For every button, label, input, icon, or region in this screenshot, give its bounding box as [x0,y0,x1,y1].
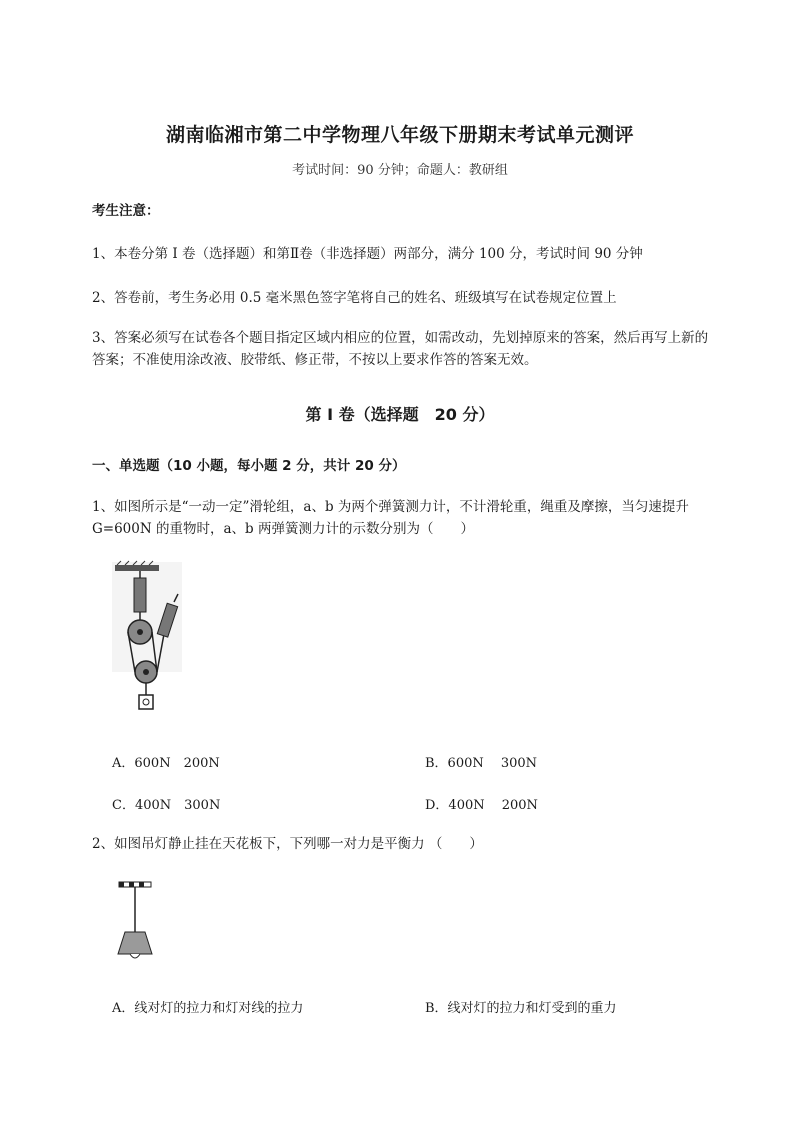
question-1-option-a[interactable]: A．600N 200N [112,756,220,771]
pulley-system-icon [112,562,192,722]
exam-subtitle: 考试时间：90 分钟；命题人：教研组 [292,163,508,178]
question-1-option-c[interactable]: C．400N 300N [112,798,221,813]
question-1-stem: 1、如图所示是“一动一定”滑轮组，a、b 为两个弹簧测力计，不计滑轮重，绳重及摩擦，当匀速提升 G=600N 的重物时，a、b 两弹簧测力计的示数分别为（ ） [92,499,689,537]
question-1-option-d[interactable]: D．400N 200N [425,798,538,813]
page-title: 湖南临湘市第二中学物理八年级下册期末考试单元测评 [165,124,634,146]
section-title: 第 I 卷（选择题 20 分） [305,405,495,424]
hanging-lamp-icon [115,882,160,962]
question-1-option-b[interactable]: B．600N 300N [425,756,538,771]
notice-item-2: 2、答卷前，考生务必用 0.5 毫米黑色签字笔将自己的姓名、班级填写在试卷规定位置上 [92,290,617,306]
part-heading: 一、单选题（10 小题，每小题 2 分，共计 20 分） [92,458,406,474]
question-2-stem: 2、如图吊灯静止挂在天花板下，下列哪一对力是平衡力 （ ） [92,836,483,852]
question-2-option-b[interactable]: B．线对灯的拉力和灯受到的重力 [425,1001,617,1016]
notice-item-3: 3、答案必须写在试卷各个题目指定区域内相应的位置，如需改动，先划掉原来的答案，然后再写上新的答案；不准使用涂改液、胶带纸、修正带，不按以上要求作答的答案无效。 [92,330,709,368]
question-2-option-a[interactable]: A．线对灯的拉力和灯对线的拉力 [112,1001,304,1016]
notice-heading: 考生注意： [92,203,160,219]
notice-item-1: 1、本卷分第 I 卷（选择题）和第Ⅱ卷（非选择题）两部分，满分 100 分，考试时间 90 分钟 [92,246,643,262]
